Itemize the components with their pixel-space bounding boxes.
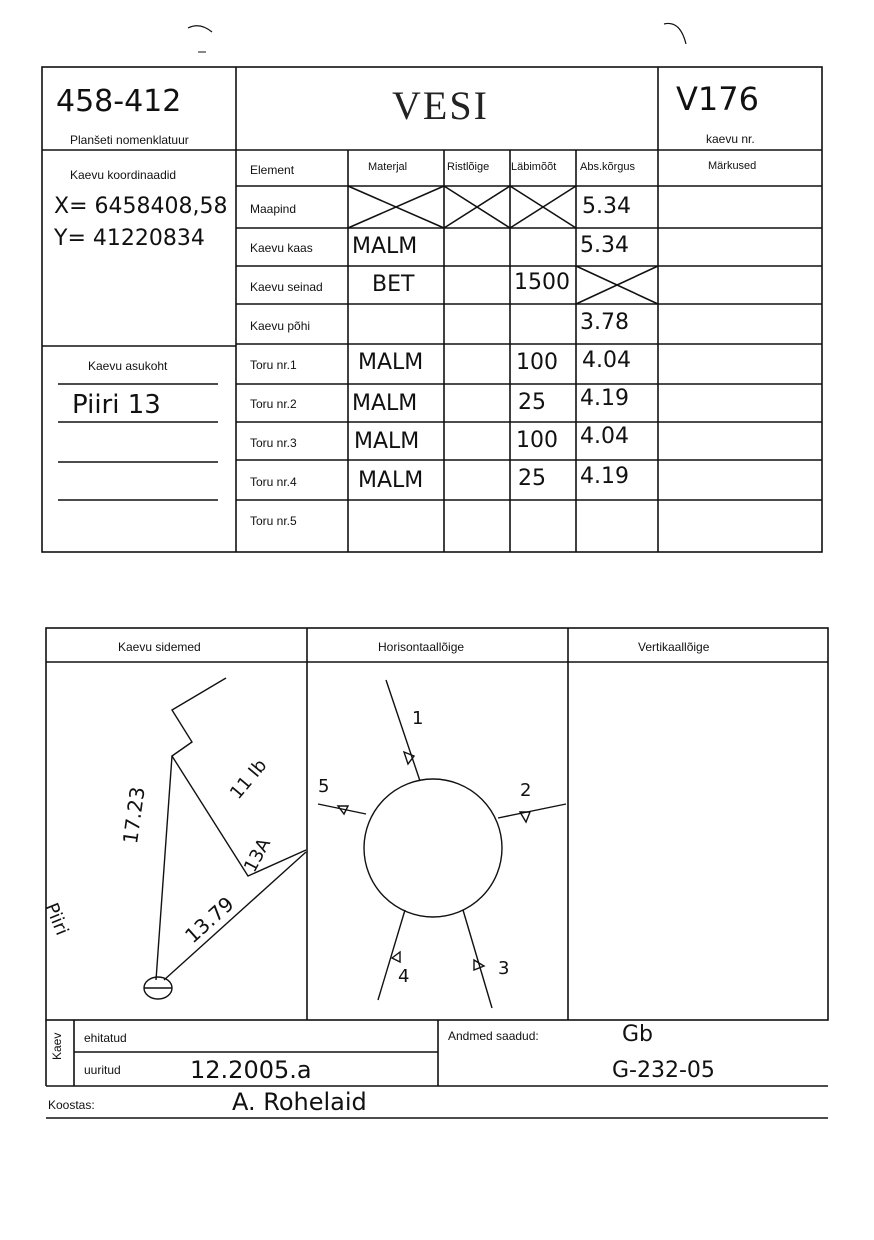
row-diameter: 100 [516, 350, 558, 375]
row-abs-height: 4.04 [580, 424, 629, 449]
row-abs-height: 3.78 [580, 310, 629, 335]
row-abs-height: 5.34 [582, 194, 631, 219]
pipe-label: 1 [412, 708, 424, 729]
row-diameter: 1500 [514, 270, 570, 295]
well-number-label: kaevu nr. [706, 132, 755, 146]
data-received-value-2: G-232-05 [612, 1058, 715, 1083]
row-abs-height: 4.04 [582, 348, 631, 373]
location-value: Piiri 13 [72, 390, 161, 420]
row-diameter: 25 [518, 390, 546, 415]
page-title: VESI [392, 83, 489, 128]
coordinates-label: Kaevu koordinaadid [70, 168, 177, 182]
col-header-notes: Märkused [708, 160, 757, 172]
row-element: Kaevu seinad [250, 280, 323, 294]
row-element: Toru nr.4 [250, 475, 297, 489]
row-diameter: 25 [518, 466, 546, 491]
nomenclature-label: Planšeti nomenklatuur [70, 133, 189, 147]
ties-label: Kaevu sidemed [118, 640, 201, 654]
tie-distance-a: 17.23 [118, 785, 150, 846]
col-header-cross-section: Ristlõige [447, 161, 490, 173]
row-element: Toru nr.3 [250, 436, 297, 450]
pipe-label: 3 [498, 958, 510, 979]
row-element: Toru nr.5 [250, 514, 297, 528]
row-element: Toru nr.1 [250, 358, 297, 372]
data-received-label: Andmed saadud: [448, 1029, 539, 1043]
pipe-label: 5 [318, 776, 330, 797]
well-number-value: V176 [676, 80, 759, 118]
compiled-value: A. Rohelaid [232, 1088, 367, 1116]
tie-distance-b: 13.79 [180, 891, 239, 948]
built-label: ehitatud [84, 1031, 127, 1045]
col-header-abs-height: Abs.kõrgus [580, 161, 636, 173]
row-material: MALM [358, 468, 424, 493]
col-header-element: Element [250, 163, 295, 177]
col-header-diameter: Läbimõõt [511, 161, 557, 173]
row-element: Kaevu põhi [250, 319, 311, 333]
surveyed-label: uuritud [84, 1063, 121, 1077]
row-material: BET [372, 272, 415, 297]
row-material: MALM [352, 391, 418, 416]
data-received-value-1: Gb [622, 1022, 654, 1047]
tie-building-b: 11 Ib [226, 755, 272, 804]
pipe-label: 2 [520, 780, 532, 801]
vertical-section-label: Vertikaallõige [638, 640, 710, 654]
location-label: Kaevu asukoht [88, 359, 168, 373]
row-abs-height: 5.34 [580, 233, 629, 258]
row-material: MALM [358, 350, 424, 375]
row-abs-height: 4.19 [580, 386, 629, 411]
footer-side-label: Kaev [50, 1032, 64, 1060]
coordinate-x: X= 6458408,58 [54, 194, 228, 219]
nomenclature-value: 458-412 [56, 84, 182, 119]
pipe-label: 4 [398, 966, 410, 987]
row-material: MALM [352, 234, 418, 259]
row-material: MALM [354, 429, 420, 454]
row-element: Toru nr.2 [250, 397, 297, 411]
row-element: Maapind [250, 202, 297, 216]
horizontal-section-label: Horisontaallõige [378, 640, 465, 654]
tie-building-a: 13A [240, 834, 276, 876]
row-abs-height: 4.19 [580, 464, 629, 489]
surveyed-value: 12.2005.a [190, 1056, 312, 1084]
row-diameter: 100 [516, 428, 558, 453]
col-header-material: Materjal [368, 161, 408, 173]
row-element: Kaevu kaas [250, 241, 313, 255]
compiled-label: Koostas: [48, 1098, 95, 1112]
tie-street-name: Piiri [40, 900, 73, 939]
coordinate-y: Y= 41220834 [54, 226, 205, 251]
